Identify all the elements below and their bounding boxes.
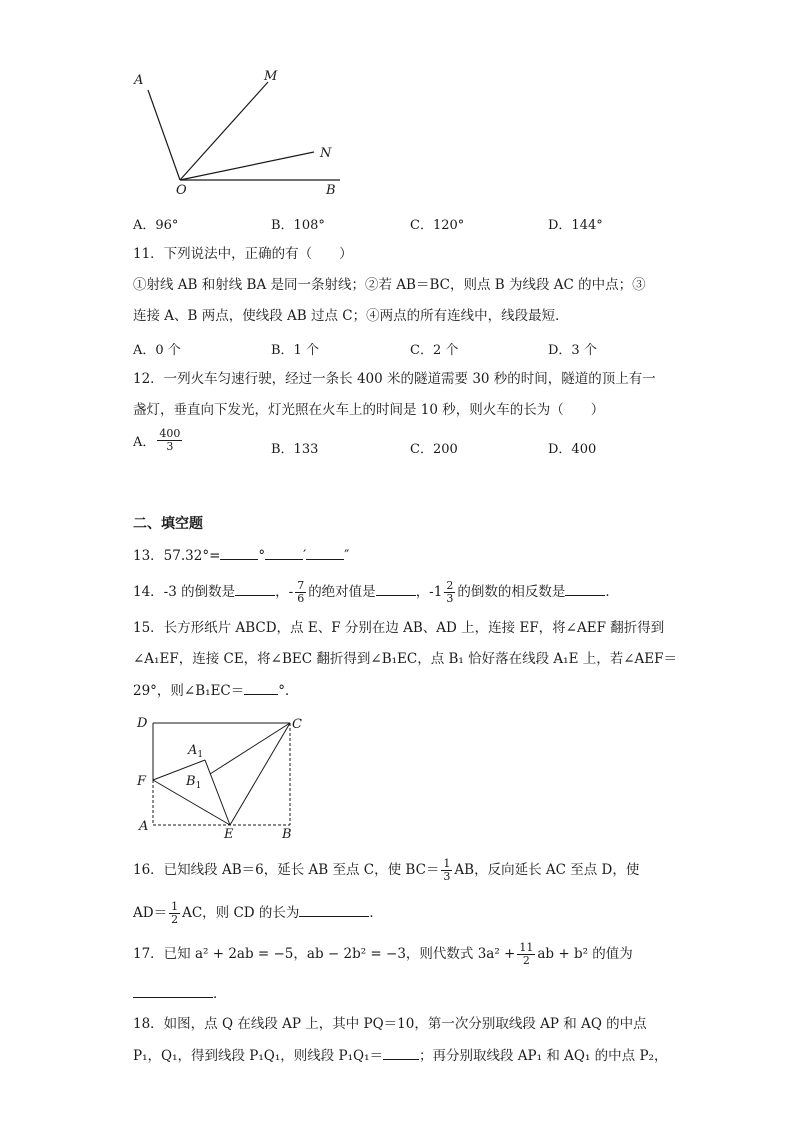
q12-option-a-fraction [157,428,182,453]
q13-prefix: 13．57.32°= [133,548,221,564]
q17-part2: ab + b² 的值为 [537,946,633,962]
label-D: D [137,716,148,731]
q11-line2: 连接 A、B 两点，使线段 AB 过点 C；④两点的所有连线中，线段最短． [133,308,569,324]
q16-part2: AB，反向延长 AC 至点 D，使 [454,862,640,878]
q13-degree-blank[interactable] [220,545,258,560]
q11-option-b[interactable]: B．1 个 [271,343,319,358]
q16-fraction-1 [441,858,452,883]
label-A: A [139,819,149,834]
q14-blank-3[interactable] [565,581,605,596]
label-A: A [134,73,144,88]
frac-numerator: 7 [297,579,305,592]
q15-line2: ∠A₁EF，连接 CE，将∠BEC 翻折得到∠B₁EC，点 B₁ 恰好落在线段 A₁E 上，若∠AEF＝ [133,651,678,667]
q14-fraction [295,580,306,605]
q14-line [133,578,619,606]
section-heading: 二、填空题 [133,516,203,532]
q15-answer-blank[interactable] [244,680,278,695]
q11-option-c[interactable]: C．2 个 [410,343,459,358]
q15-line1: 15．长方形纸片 ABCD，点 E、F 分别在边 AB、AD 上，连接 EF，将∠AEF 翻折得到 [133,620,665,636]
label-B1-subscript: 1 [195,781,202,791]
frac-numerator: 400 [159,427,181,440]
q18-answer-blank[interactable] [383,1045,419,1060]
label-M: M [264,69,278,84]
q17-answer-blank[interactable] [133,983,213,998]
q14-blank-1[interactable] [235,581,275,596]
q12-option-c[interactable]: C．200 [410,442,458,457]
label-B1 [185,774,201,791]
q17-end: ． [213,986,227,1002]
q18-line2 [133,1045,667,1066]
label-F: F [137,774,147,789]
q13-min-symbol: ′ [303,548,307,564]
q16-part5: ． [369,905,383,921]
q14-blank-2[interactable] [376,581,416,596]
q14-part3: 的绝对值是 [308,584,376,600]
q13-sec-symbol: ″ [344,548,350,564]
q14-part4: ，-1 [415,584,443,600]
q11-option-a[interactable]: A．0 个 [133,343,181,358]
label-A1 [187,743,203,760]
label-E: E [224,827,234,842]
q16-line2 [133,899,383,927]
q12-option-d[interactable]: D．400 [548,442,597,457]
label-O: O [176,183,187,198]
frac-denominator: 3 [166,440,174,453]
q10-option-a[interactable]: A．96° [133,218,179,233]
q15-line3-b: °． [278,683,299,699]
q12-option-a-prefix: A． [133,435,156,450]
q14-part1: 14．-3 的倒数是 [133,584,236,600]
q16-line1 [133,856,639,884]
q12-option-a[interactable] [133,428,184,453]
q17-line2 [133,983,227,1004]
q12-line2: 盏灯，垂直向下发光，灯光照在火车上的时间是 10 秒，则火车的长为（ ） [133,402,605,418]
segment-FA1 [153,760,205,780]
q18-line1: 18．如图，点 Q 在线段 AP 上，其中 PQ＝10，第一次分别取线段 AP 和 AQ 的中点 [133,1016,647,1032]
q15-line3 [133,680,299,701]
q16-part4: AC，则 CD 的长为 [182,905,300,921]
q13-minute-blank[interactable] [265,545,303,560]
frac-numerator: 1 [443,857,451,870]
q11-option-d[interactable]: D．3 个 [548,343,597,358]
ray-OM [180,82,268,180]
q10-option-b[interactable]: B．108° [271,218,325,233]
frac-numerator: 1 [171,900,179,913]
q13-line [133,545,349,566]
q16-part3: AD＝ [133,905,168,921]
q15-line3-a: 29°，则∠B₁EC＝ [133,683,245,699]
label-A1-subscript: 1 [197,750,204,760]
q18-line2-b: ；再分别取线段 AP₁ 和 AQ₁ 的中点 P₂， [419,1048,668,1064]
rectangle-fold-figure [130,710,310,846]
ray-OA [148,90,180,180]
q17-line1 [133,940,633,968]
q18-line2-a: P₁，Q₁，得到线段 P₁Q₁，则线段 P₁Q₁＝ [133,1048,384,1064]
q11-stem: 11．下列说法中，正确的有（ ） [133,246,353,262]
q13-deg-symbol: ° [258,548,266,564]
q12-option-b[interactable]: B．133 [271,442,319,457]
label-A1-main: A [188,743,198,758]
angle-figure [128,64,348,199]
label-B1-main: B [186,774,196,789]
q14-part6: ． [605,584,619,600]
q16-fraction-2 [169,901,180,926]
frac-numerator: 11 [519,941,534,954]
label-N: N [320,146,332,161]
q10-option-d[interactable]: D．144° [548,218,603,233]
label-B: B [326,183,336,198]
segment-CB1 [210,723,290,774]
frac-denominator: 6 [297,592,305,605]
q14-part2: ，- [275,584,294,600]
frac-numerator: 2 [446,579,454,592]
frac-denominator: 3 [443,870,451,883]
q16-part1: 16．已知线段 AB＝6，延长 AB 至点 C，使 BC＝ [133,862,440,878]
q14-mixed-fraction [444,580,455,605]
q13-second-blank[interactable] [306,545,344,560]
ray-ON [180,152,314,180]
label-C: C [292,717,302,732]
q17-fraction [517,942,535,967]
q17-part1: 17．已知 a² + 2ab = −5，ab − 2b² = −3，则代数式 3a² + [133,946,516,962]
q16-answer-blank[interactable] [299,902,369,917]
frac-denominator: 2 [522,954,530,967]
frac-denominator: 2 [171,913,179,926]
q12-line1: 12．一列火车匀速行驶，经过一条长 400 米的隧道需要 30 秒的时间，隧道的顶上有一 [133,371,656,387]
q11-line1: ①射线 AB 和射线 BA 是同一条射线；②若 AB＝BC，则点 B 为线段 AC 的中点；③ [133,277,646,293]
label-B: B [282,827,292,842]
q14-part5: 的倒数的相反数是 [457,584,566,600]
frac-denominator: 3 [446,592,454,605]
q10-option-c[interactable]: C．120° [410,218,465,233]
segment-CE [230,723,290,825]
